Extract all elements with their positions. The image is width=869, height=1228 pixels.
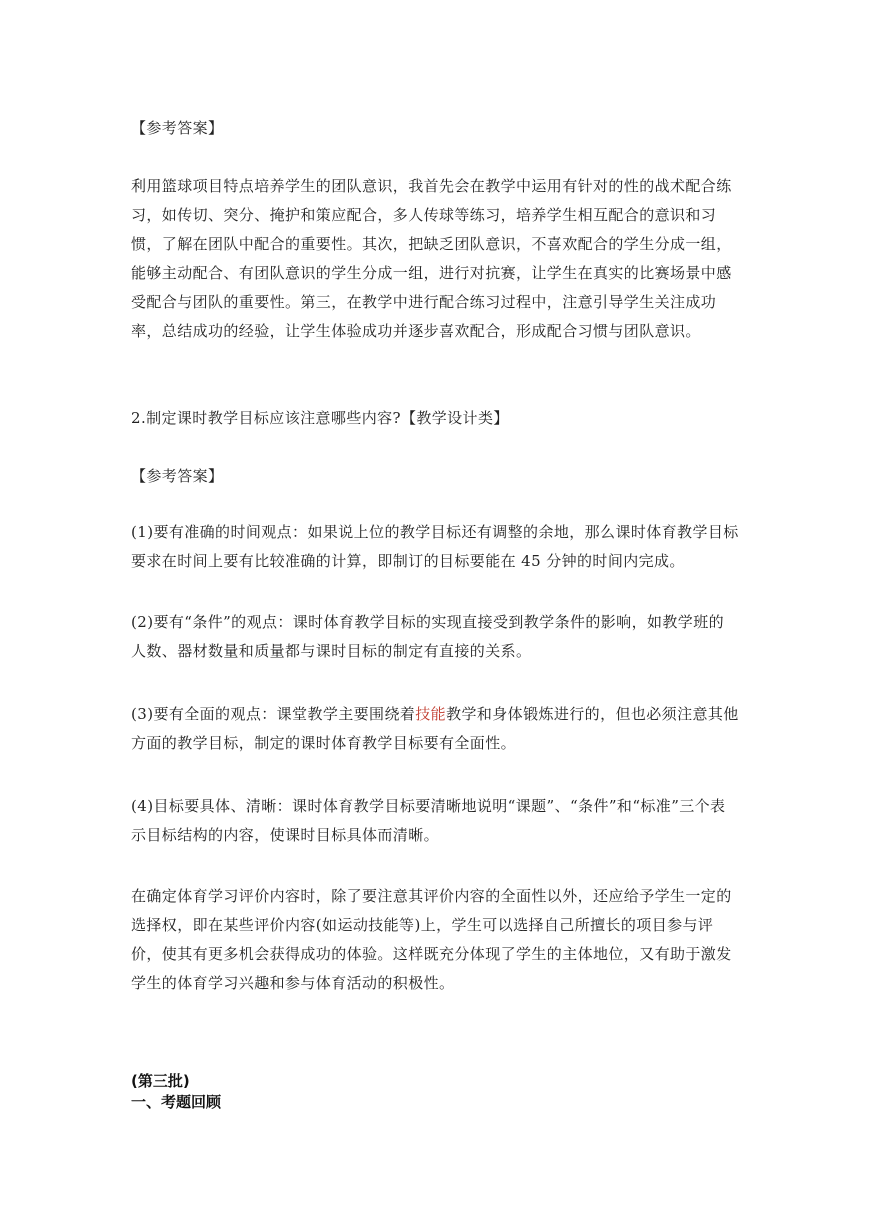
highlighted-link-text[interactable]: 技能 xyxy=(415,705,447,723)
answer-paragraph: 利用篮球项目特点培养学生的团队意识，我首先会在教学中运用有针对的性的战术配合练习，如传切、突分、掩护和策应配合，多人传球等练习，培养学生相互配合的意识和习惯，了解在团队中配合的重要性。其次，把缺乏团队意识，不喜欢配合的学生分成一组，能够主动配合、有团队意识的学生分成一组，进行对抗赛，让学生在真实的比赛场景中感受配合与团队的重要性。第三，在教学中进行配合练习过程中，注意引导学生关注成功率，总结成功的经验，让学生体验成功并逐步喜欢配合，形成配合习惯与团队意识。 xyxy=(131,177,732,340)
answer-label: 【参考答案】 xyxy=(131,119,224,137)
section-heading: 一、考题回顾 xyxy=(131,1093,222,1111)
point-text: 教学和身体锻炼进行的，但也必须注意其他方面的教学目标，制定的课时体育教学目标要有全面性。 xyxy=(131,705,739,752)
question-heading: 2.制定课时教学目标应该注意哪些内容?【教学设计类】 xyxy=(131,409,509,427)
answer-label: 【参考答案】 xyxy=(131,467,224,485)
evaluation-paragraph: 在确定体育学习评价内容时，除了要注意其评价内容的全面性以外，还应给予学生一定的选择权，即在某些评价内容(如运动技能等)上，学生可以选择自己所擅长的项目参与评价，使其有更多机会获得成功的体验。这样既充分体现了学生的主体地位，又有助于激发学生的体育学习兴趣和参与体育活动的积极性。 xyxy=(131,887,732,992)
point-time: (1)要有准确的时间观点：如果说上位的教学目标还有调整的余地，那么课时体育教学目标要求在时间上要有比较准确的计算，即制订的目标要能在 45 分钟的时间内完成。 xyxy=(131,523,739,570)
point-comprehensive xyxy=(131,700,739,758)
point-specific: (4)目标要具体、清晰：课时体育教学目标要清晰地说明“课题”、“条件”和“标准”三个表示目标结构的内容，使课时目标具体而清晰。 xyxy=(131,797,726,844)
point-condition: (2)要有“条件”的观点：课时体育教学目标的实现直接受到教学条件的影响，如教学班的人数、器材数量和质量都与课时目标的制定有直接的关系。 xyxy=(131,613,724,660)
batch-heading: (第三批) xyxy=(131,1072,190,1090)
point-text: (3)要有全面的观点：课堂教学主要围绕着 xyxy=(131,705,416,723)
